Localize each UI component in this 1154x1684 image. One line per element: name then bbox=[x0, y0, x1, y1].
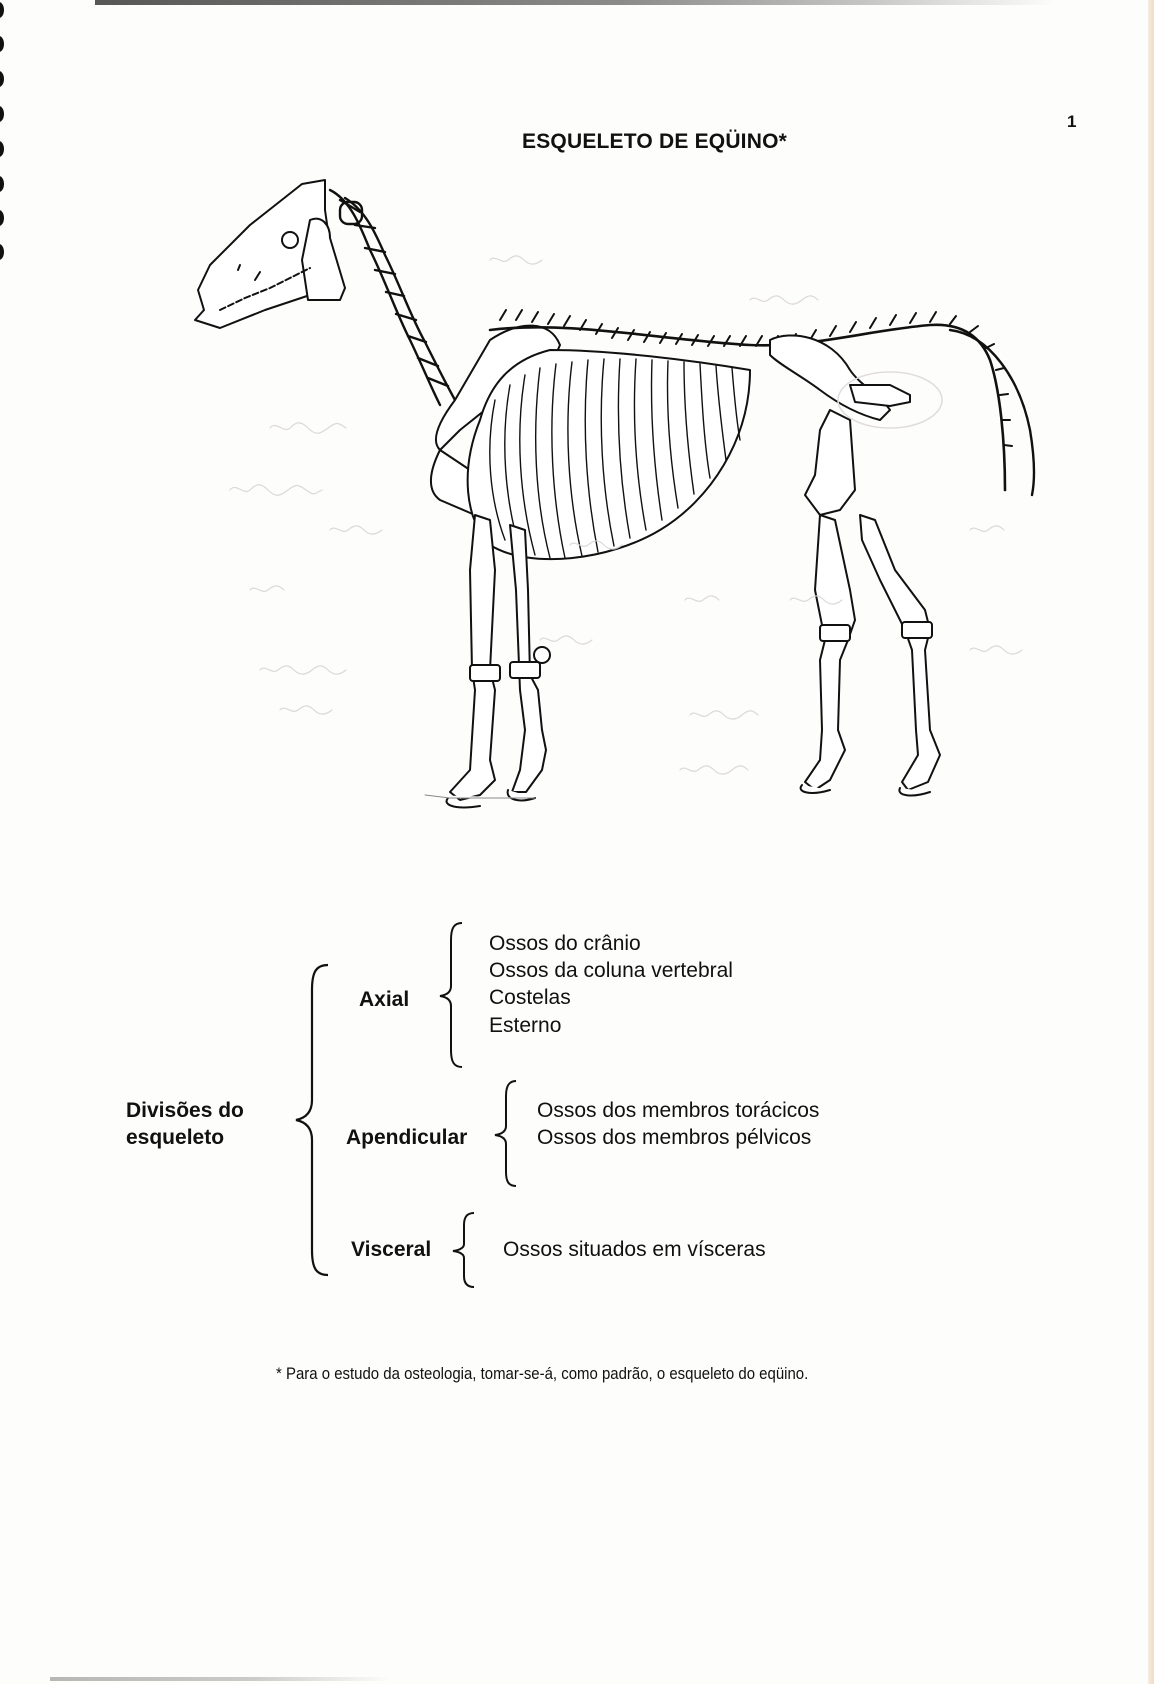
visceral-brace-icon bbox=[448, 1210, 478, 1290]
scan-top-edge bbox=[95, 0, 1055, 5]
group-label-axial: Axial bbox=[359, 988, 410, 1011]
pelvis bbox=[770, 335, 942, 428]
spiral-binding bbox=[0, 0, 8, 420]
page-number: 1 bbox=[1067, 112, 1077, 131]
binding-hole-icon bbox=[0, 141, 4, 157]
hind-legs bbox=[801, 410, 940, 795]
binding-hole-icon bbox=[0, 244, 4, 260]
cervical-vertebrae bbox=[330, 190, 455, 405]
binding-hole-icon bbox=[0, 106, 4, 122]
axial-item: Costelas bbox=[489, 986, 571, 1009]
scan-bottom-edge bbox=[50, 1677, 390, 1681]
binding-hole-icon bbox=[0, 36, 4, 52]
binding-hole-icon bbox=[0, 2, 4, 18]
axial-item: Esterno bbox=[489, 1014, 562, 1037]
apendicular-item: Ossos dos membros pélvicos bbox=[537, 1126, 812, 1149]
apendicular-brace-icon bbox=[490, 1078, 520, 1188]
axial-item: Ossos do crânio bbox=[489, 932, 641, 955]
main-brace-icon bbox=[290, 960, 330, 1280]
binding-hole-icon bbox=[0, 210, 4, 226]
group-label-visceral: Visceral bbox=[351, 1238, 432, 1261]
skull-icon bbox=[195, 180, 345, 328]
group-label-apendicular: Apendicular bbox=[346, 1126, 468, 1149]
apendicular-item: Ossos dos membros torácicos bbox=[537, 1099, 820, 1122]
root-label-line2: esqueleto bbox=[126, 1126, 225, 1149]
binding-hole-icon bbox=[0, 176, 4, 192]
visceral-item: Ossos situados em vísceras bbox=[503, 1238, 766, 1261]
axial-item: Ossos da coluna vertebral bbox=[489, 959, 733, 982]
page-title: ESQUELETO DE EQÜINO* bbox=[522, 130, 787, 153]
page-edge bbox=[1148, 0, 1154, 1684]
tail bbox=[950, 330, 1034, 495]
axial-brace-icon bbox=[436, 920, 466, 1070]
root-label-line1: Divisões do bbox=[126, 1099, 244, 1122]
footnote: * Para o estudo da osteologia, tomar-se-á, como padrão, o esqueleto do eqüino. bbox=[276, 1364, 809, 1383]
horse-skeleton-figure bbox=[190, 170, 1050, 870]
binding-hole-icon bbox=[0, 71, 4, 87]
